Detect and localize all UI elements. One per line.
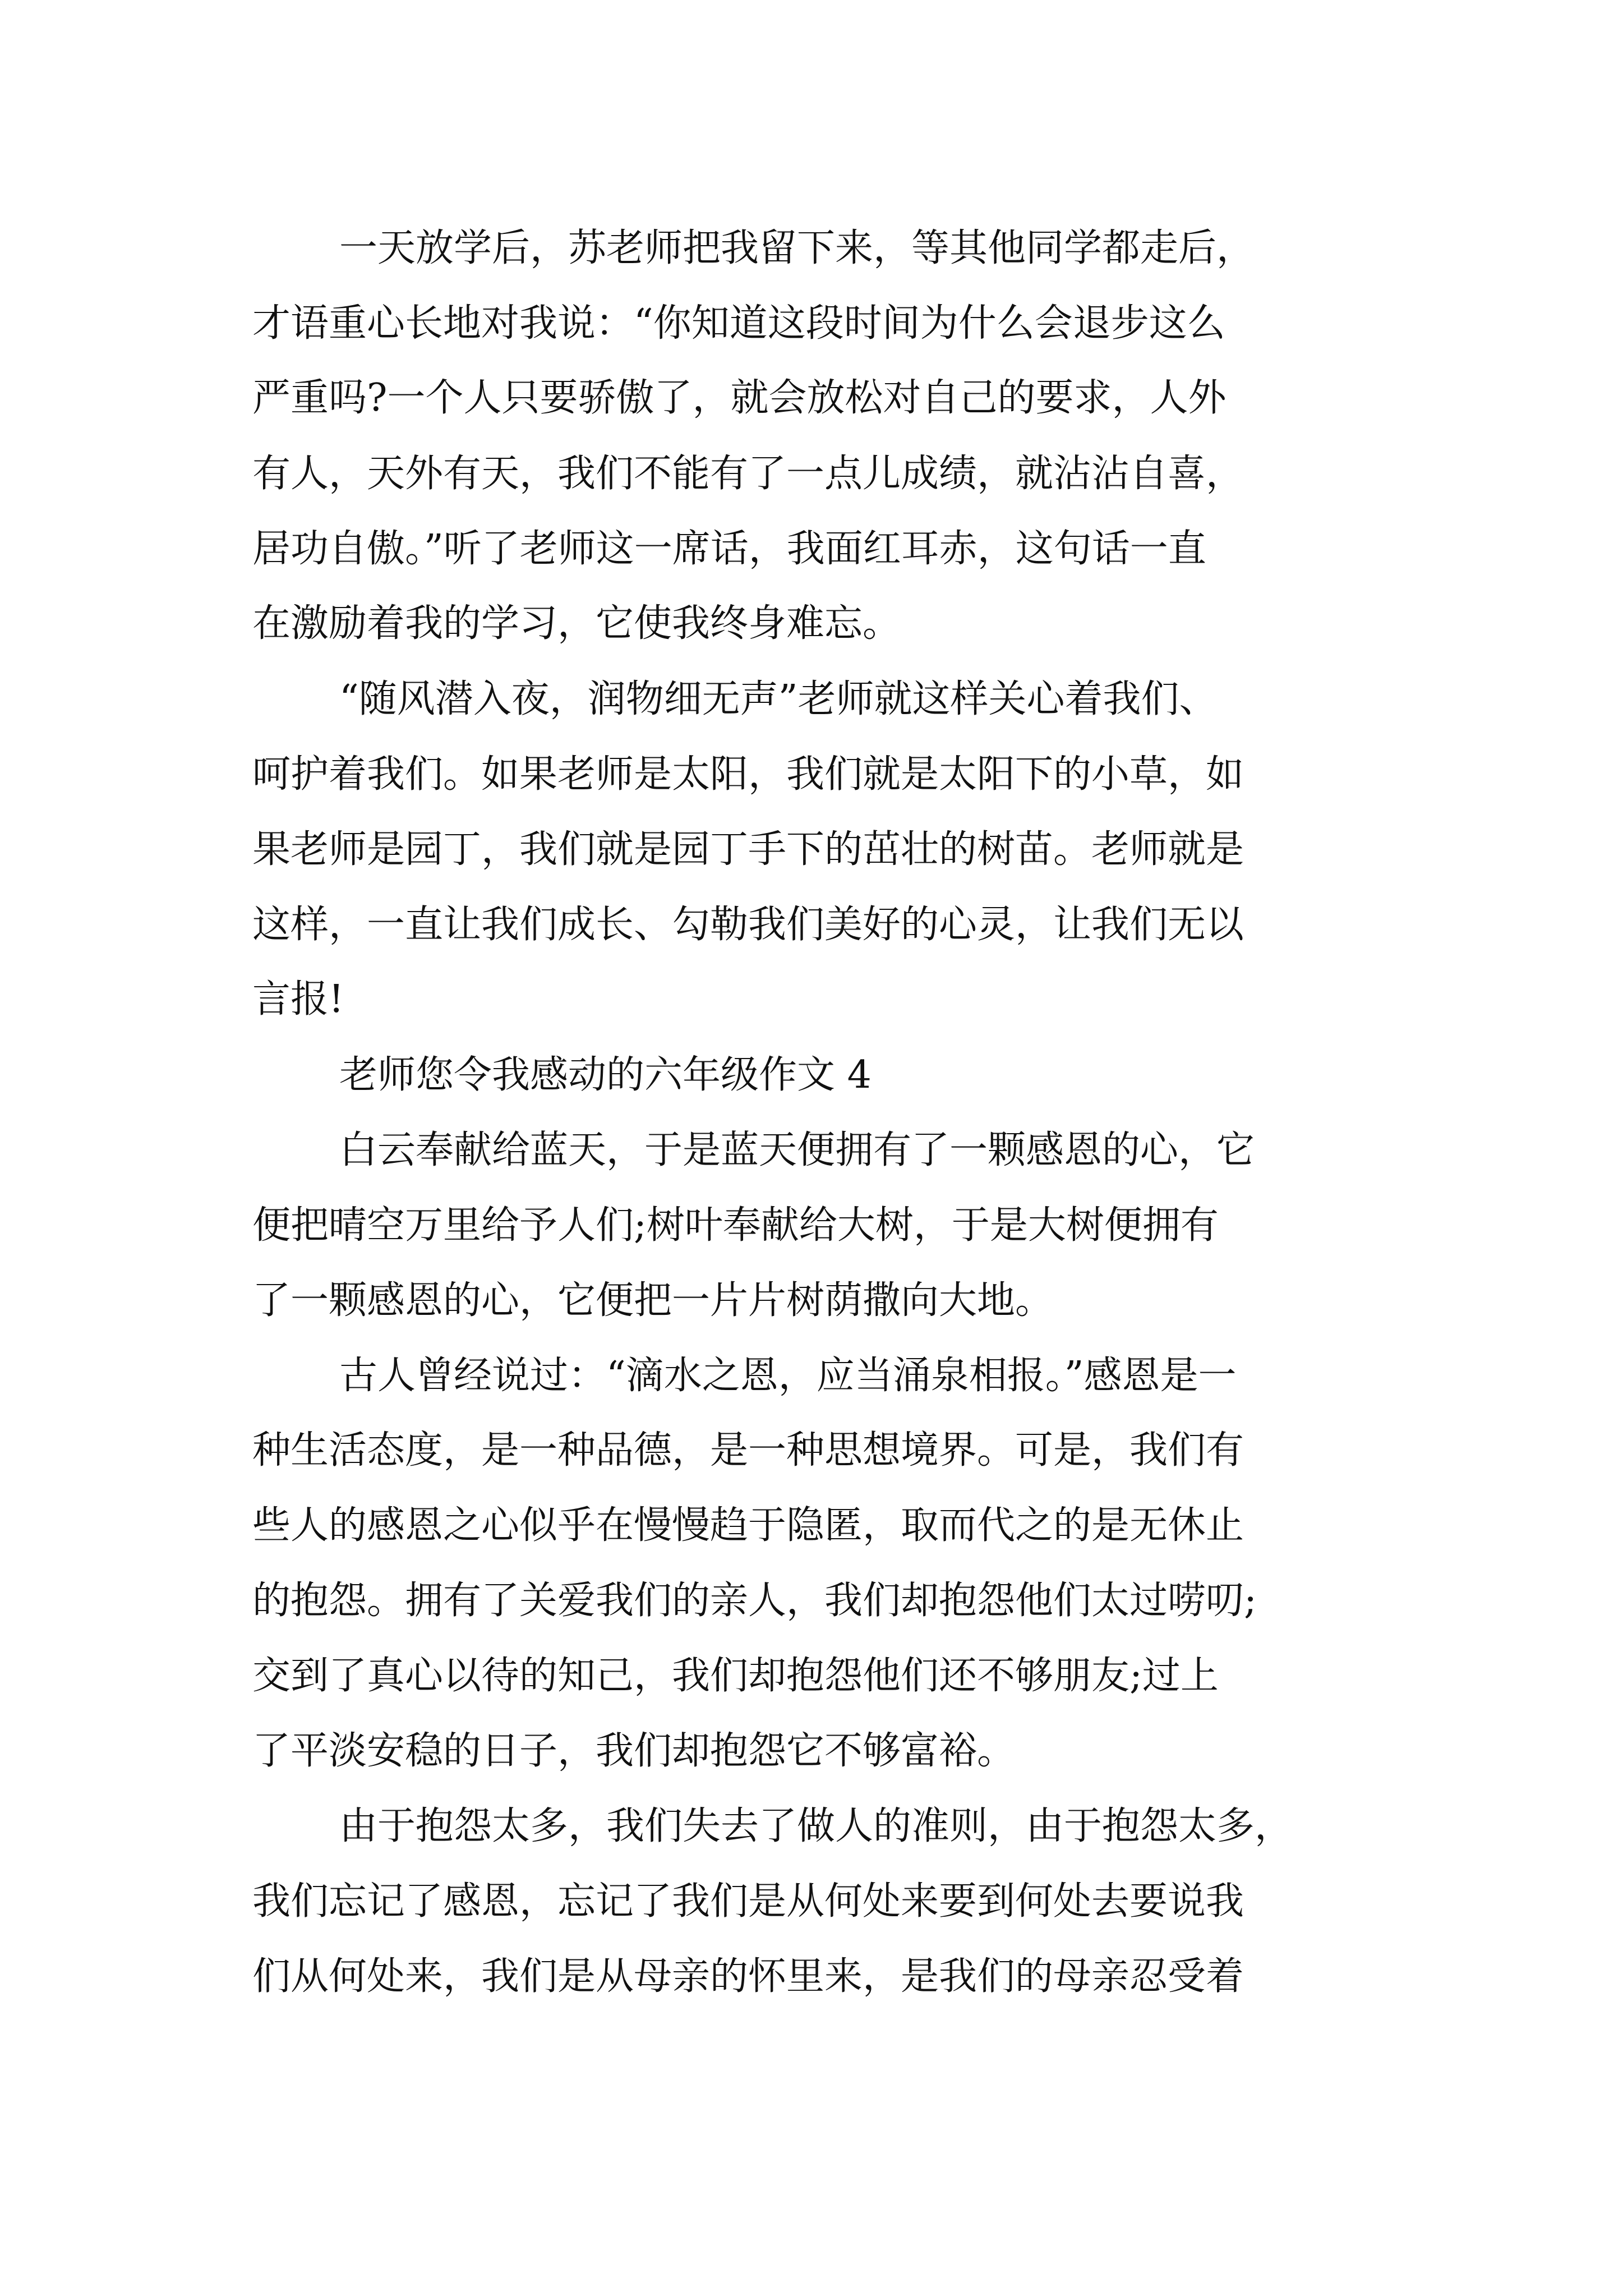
text-line: 我们忘记了感恩，忘记了我们是从何处来要到何处去要说我 bbox=[252, 1879, 1244, 1924]
section-heading: 老师您令我感动的六年级作文 4 bbox=[339, 1053, 872, 1097]
text-line: 严重吗?一个人只要骄傲了，就会放松对自己的要求，人外 bbox=[252, 376, 1227, 420]
text-line: 这样，一直让我们成长、勾勒我们美好的心灵，让我们无以 bbox=[252, 903, 1244, 947]
text-line: 居功自傲。”听了老师这一席话，我面红耳赤，这句话一直 bbox=[252, 527, 1206, 571]
text-line: 呵护着我们。如果老师是太阳，我们就是太阳下的小草，如 bbox=[252, 752, 1244, 797]
text-line: 白云奉献给蓝天，于是蓝天便拥有了一颗感恩的心，它 bbox=[339, 1128, 1255, 1172]
text-line: 了一颗感恩的心，它便把一片片树荫撒向大地。 bbox=[252, 1278, 1054, 1323]
text-line: 果老师是园丁，我们就是园丁手下的茁壮的树苗。老师就是 bbox=[252, 827, 1244, 872]
text-line: 由于抱怨太多，我们失去了做人的准则，由于抱怨太多， bbox=[339, 1804, 1293, 1848]
text-line: 便把晴空万里给予人们;树叶奉献给大树，于是大树便拥有 bbox=[252, 1203, 1219, 1248]
text-line: 交到了真心以待的知己，我们却抱怨他们还不够朋友;过上 bbox=[252, 1654, 1219, 1698]
text-line: 了平淡安稳的日子，我们却抱怨它不够富裕。 bbox=[252, 1729, 1016, 1773]
text-line: 的抱怨。拥有了关爱我们的亲人，我们却抱怨他们太过唠叨; bbox=[252, 1579, 1257, 1623]
text-line: 们从何处来，我们是从母亲的怀里来，是我们的母亲忍受着 bbox=[252, 1954, 1244, 1999]
text-line: 种生活态度，是一种品德，是一种思想境界。可是，我们有 bbox=[252, 1428, 1244, 1473]
text-line: 有人，天外有天，我们不能有了一点儿成绩，就沾沾自喜， bbox=[252, 452, 1244, 496]
text-line: 古人曾经说过：“滴水之恩，应当涌泉相报。”感恩是一 bbox=[339, 1354, 1237, 1398]
text-line: “随风潜入夜，润物细无声”老师就这样关心着我们、 bbox=[339, 677, 1218, 721]
text-line: 些人的感恩之心似乎在慢慢趋于隐匿，取而代之的是无休止 bbox=[252, 1503, 1244, 1548]
text-line: 言报! bbox=[252, 977, 344, 1022]
text-line: 在激励着我的学习，它使我终身难忘。 bbox=[252, 601, 901, 646]
text-line: 才语重心长地对我说：“你知道这段时间为什么会退步这么 bbox=[252, 301, 1225, 346]
text-line: 一天放学后，苏老师把我留下来，等其他同学都走后， bbox=[339, 226, 1255, 270]
